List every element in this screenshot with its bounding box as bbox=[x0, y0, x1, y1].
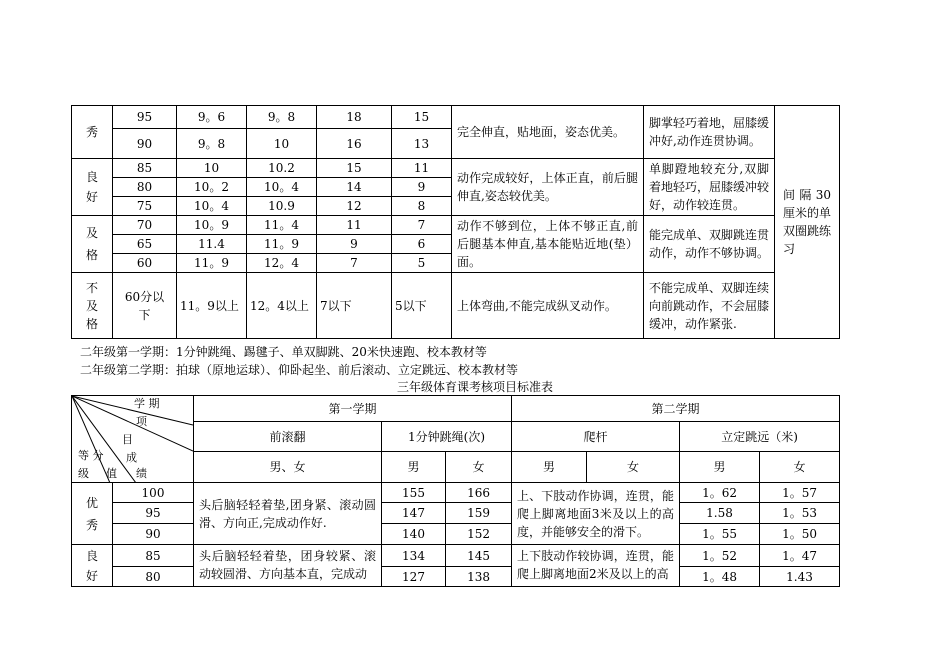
item-header: 爬杆 bbox=[512, 422, 680, 452]
score-cell: 60 bbox=[113, 254, 177, 273]
score-cell: 8 bbox=[392, 197, 452, 216]
score-cell: 1。62 bbox=[680, 483, 760, 503]
score-cell: 95 bbox=[113, 106, 177, 129]
score-cell: 85 bbox=[113, 159, 177, 178]
score-cell: 13 bbox=[392, 129, 452, 159]
score-cell: 127 bbox=[382, 567, 446, 587]
diag-label: 值 bbox=[106, 467, 117, 480]
item-header: 1分钟跳绳(次) bbox=[382, 422, 512, 452]
score-cell: 90 bbox=[113, 524, 194, 545]
score-cell: 10。2 bbox=[177, 178, 247, 197]
diag-label: 项 bbox=[136, 415, 147, 428]
score-cell: 138 bbox=[446, 567, 512, 587]
score-cell: 95 bbox=[113, 503, 194, 524]
score-cell: 9。8 bbox=[247, 106, 317, 129]
score-cell: 12 bbox=[317, 197, 392, 216]
score-cell: 152 bbox=[446, 524, 512, 545]
score-cell: 145 bbox=[446, 545, 512, 567]
score-cell: 7 bbox=[317, 254, 392, 273]
gender-header: 男、女 bbox=[194, 452, 382, 483]
score-cell: 10。4 bbox=[177, 197, 247, 216]
score-cell: 75 bbox=[113, 197, 177, 216]
score-cell: 15 bbox=[317, 159, 392, 178]
score-cell: 140 bbox=[382, 524, 446, 545]
score-cell: 80 bbox=[113, 567, 194, 587]
score-cell: 134 bbox=[382, 545, 446, 567]
score-cell: 10 bbox=[247, 129, 317, 159]
score-cell: 10。4 bbox=[247, 178, 317, 197]
grade-label: 及格 bbox=[72, 216, 113, 273]
score-cell: 11。9 bbox=[247, 235, 317, 254]
roll-description: 头后脑轻轻着垫,团身紧、滚动圆滑、方向正,完成动作好. bbox=[194, 483, 382, 545]
score-cell: 100 bbox=[113, 483, 194, 503]
jump-description: 不能完成单、双脚连续向前跳动作，不会屈膝缓冲，动作紧张. bbox=[644, 273, 775, 339]
note-line: 二年级第一学期：1分钟跳绳、踢毽子、单双脚跳、20米快速跑、校本教材等 bbox=[80, 345, 487, 359]
score-cell: 1。48 bbox=[680, 567, 760, 587]
gender-header: 男 bbox=[382, 452, 446, 483]
roll-description: 头后脑轻轻着垫，团身较紧、滚动较圆滑、方向基本直，完成动 bbox=[194, 545, 382, 587]
split-description: 动作不够到位，上体不够正直,前后腿基本伸直,基本能贴近地(垫）面。 bbox=[452, 216, 644, 273]
grade-label: 秀 bbox=[72, 106, 113, 159]
score-cell: 10 bbox=[177, 159, 247, 178]
score-cell: 10.2 bbox=[247, 159, 317, 178]
gender-header: 男 bbox=[512, 452, 587, 483]
score-cell: 11。4 bbox=[247, 216, 317, 235]
gender-header: 男 bbox=[680, 452, 760, 483]
climb-description: 上下肢动作较协调，连贯，能爬上脚离地面2米及以上的高 bbox=[512, 545, 680, 587]
grade-label: 良好 bbox=[72, 545, 113, 587]
score-cell: 85 bbox=[113, 545, 194, 567]
score-cell: 159 bbox=[446, 503, 512, 524]
score-cell: 147 bbox=[382, 503, 446, 524]
score-cell: 10.9 bbox=[247, 197, 317, 216]
score-cell: 5以下 bbox=[392, 273, 452, 339]
gender-header: 女 bbox=[760, 452, 840, 483]
score-cell: 80 bbox=[113, 178, 177, 197]
score-cell: 9。6 bbox=[177, 106, 247, 129]
fitness-standard-table-1 bbox=[71, 105, 840, 339]
score-cell: 155 bbox=[382, 483, 446, 503]
score-cell: 11 bbox=[317, 216, 392, 235]
score-cell: 7 bbox=[392, 216, 452, 235]
score-cell: 60分以下 bbox=[113, 273, 177, 339]
diag-label: 等 分 bbox=[78, 449, 104, 462]
score-cell: 1。55 bbox=[680, 524, 760, 545]
score-cell: 16 bbox=[317, 129, 392, 159]
score-cell: 11 bbox=[392, 159, 452, 178]
score-cell: 11.4 bbox=[177, 235, 247, 254]
climb-description: 上、下肢动作协调，连贯，能爬上脚离地面3米及以上的高度，并能够安全的滑下。 bbox=[512, 483, 680, 545]
semester-2-header: 第二学期 bbox=[512, 396, 840, 422]
diag-label: 目 bbox=[122, 433, 133, 446]
note-line: 二年级第二学期：拍球（原地运球）、仰卧起坐、前后滚动、立定跳远、校本教材等 bbox=[80, 363, 519, 377]
diag-label: 成 bbox=[126, 451, 137, 464]
jump-description: 单脚蹬地较充分,双脚着地轻巧，屈膝缓冲较好，动作较连贯。 bbox=[644, 159, 775, 216]
score-cell: 1。52 bbox=[680, 545, 760, 567]
score-cell: 12。4 bbox=[247, 254, 317, 273]
score-cell: 9。8 bbox=[177, 129, 247, 159]
score-cell: 9 bbox=[317, 235, 392, 254]
grade-label: 良好 bbox=[72, 159, 113, 216]
split-description: 完全伸直，贴地面，姿态优美。 bbox=[452, 106, 644, 159]
split-description: 动作完成较好，上体正直，前后腿伸直,姿态较优美。 bbox=[452, 159, 644, 216]
score-cell: 1。47 bbox=[760, 545, 840, 567]
split-description: 上体弯曲,不能完成纵叉动作。 bbox=[452, 273, 644, 339]
remark-cell: 间隔30厘米的单双圈跳练习 bbox=[775, 106, 840, 339]
score-cell: 10。9 bbox=[177, 216, 247, 235]
score-cell: 5 bbox=[392, 254, 452, 273]
score-cell: 1.58 bbox=[680, 503, 760, 524]
score-cell: 90 bbox=[113, 129, 177, 159]
semester-1-header: 第一学期 bbox=[194, 396, 512, 422]
jump-description: 能完成单、双脚跳连贯动作，动作不够协调。 bbox=[644, 216, 775, 273]
gender-header: 女 bbox=[587, 452, 680, 483]
score-cell: 12。4以上 bbox=[247, 273, 317, 339]
diag-label: 级 bbox=[78, 467, 89, 480]
diagonal-header bbox=[72, 396, 194, 483]
score-cell: 11。9以上 bbox=[177, 273, 247, 339]
score-cell: 1。53 bbox=[760, 503, 840, 524]
score-cell: 1。50 bbox=[760, 524, 840, 545]
diag-label: 学 期 bbox=[134, 397, 160, 410]
grade-label: 不及格 bbox=[72, 273, 113, 339]
grade-label: 优秀 bbox=[72, 483, 113, 545]
item-header: 前滚翻 bbox=[194, 422, 382, 452]
score-cell: 6 bbox=[392, 235, 452, 254]
diag-label: 绩 bbox=[136, 467, 147, 480]
jump-description: 脚掌轻巧着地，屈膝缓冲好,动作连贯协调。 bbox=[644, 106, 775, 159]
fitness-standard-table-2 bbox=[71, 395, 840, 587]
score-cell: 1。57 bbox=[760, 483, 840, 503]
table-title: 三年级体育课考核项目标准表 bbox=[396, 380, 553, 394]
score-cell: 18 bbox=[317, 106, 392, 129]
score-cell: 15 bbox=[392, 106, 452, 129]
score-cell: 70 bbox=[113, 216, 177, 235]
score-cell: 1.43 bbox=[760, 567, 840, 587]
gender-header: 女 bbox=[446, 452, 512, 483]
score-cell: 166 bbox=[446, 483, 512, 503]
score-cell: 7以下 bbox=[317, 273, 392, 339]
score-cell: 65 bbox=[113, 235, 177, 254]
score-cell: 11。9 bbox=[177, 254, 247, 273]
item-header: 立定跳远（米) bbox=[680, 422, 840, 452]
score-cell: 14 bbox=[317, 178, 392, 197]
score-cell: 9 bbox=[392, 178, 452, 197]
